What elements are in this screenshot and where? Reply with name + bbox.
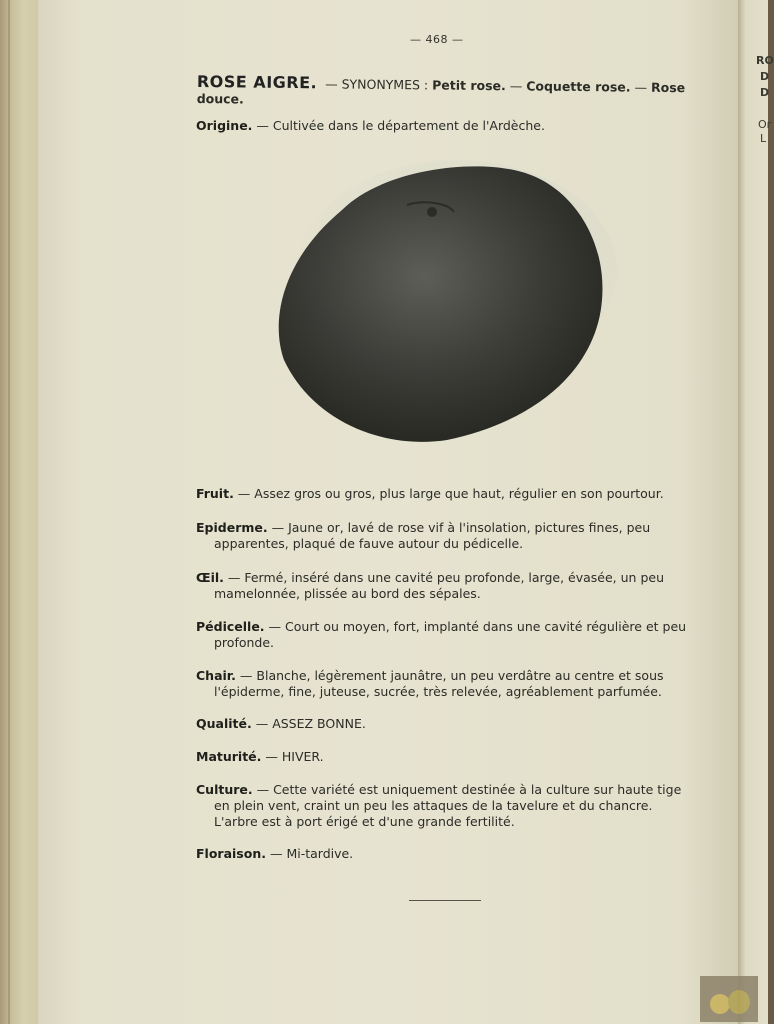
entry-label: Fruit. [196,486,234,501]
entry-label: Maturité. [196,749,262,764]
entry-text: — ASSEZ BONNE. [255,716,366,731]
entry-fruit [196,486,688,502]
synonym-separator: — [509,78,523,94]
next-page-bleed-text: RO [756,54,774,67]
apple-thumbnail-icon [710,994,730,1014]
entry-text: — Fermé, inséré dans une cavité peu profonde, large, évasée, un peu mamelonnée, plissée au bord des sépales. [214,570,664,601]
entry-pedicelle [196,619,688,651]
entry-maturite [196,749,688,765]
next-page-bleed-text: Or [758,118,772,131]
apple-thumbnail-icon [728,990,750,1014]
synonym-1: Petit rose. [432,77,506,94]
page-number: — 468 — [410,33,464,46]
origine-label: Origine. [196,118,253,133]
next-page-bleed-text: D [760,70,770,83]
entry-text: — HIVER. [265,749,324,764]
entry-label: Qualité. [196,716,252,731]
variety-title: ROSE AIGRE. [196,72,318,93]
origine-line [196,118,688,134]
book-spine-edge [0,0,40,1024]
entry-text: — Mi-tardive. [269,846,354,861]
next-page-bleed-text: L [760,132,767,145]
variety-heading [197,74,687,112]
entry-text: — Blanche, légèrement jaunâtre, un peu verdâtre au centre et sous l'épiderme, fine, juteuse, sucrée, très relevée, agréablement parfumée. [214,668,664,699]
synonym-2: Coquette rose. [526,78,631,95]
entry-culture [196,782,688,830]
entry-label: Œil. [196,570,224,585]
entry-chair [196,668,688,700]
entry-label: Culture. [196,782,253,797]
entry-text: — Assez gros ou gros, plus large que haut, régulier en son pourtour. [237,486,664,501]
next-page-bleed-text: D [760,86,770,99]
synonym-3: Rose douce. [196,79,686,107]
synonym-separator: — [634,79,648,95]
origine-text: — Cultivée dans le département de l'Ardèche. [256,118,545,133]
entry-oeil [196,570,688,602]
entry-label: Chair. [196,668,236,683]
entry-text: — Court ou moyen, fort, implanté dans une cavité régulière et peu profonde. [214,619,687,650]
entry-text: — Cette variété est uniquement destinée à la culture sur haute tige en plein vent, craint un peu les attaques de la tavelure et du chancre. L'arbre est à port érigé et d'une grande fertilité. [214,782,682,829]
synonyms-label: — SYNONYMES : [325,76,429,93]
entry-epiderme [196,520,688,552]
entry-qualite [196,716,688,732]
next-page-edge [738,0,774,1024]
entry-text: — Jaune or, lavé de rose vif à l'insolation, pictures fines, peu apparentes, plaqué de fauve autour du pédicelle. [214,520,651,551]
entry-label: Pédicelle. [196,619,265,634]
entry-label: Epiderme. [196,520,268,535]
watermark-thumbnail [700,976,758,1022]
entry-floraison [196,846,688,862]
entry-label: Floraison. [196,846,266,861]
apple-photograph [272,150,617,450]
section-divider [409,900,481,901]
